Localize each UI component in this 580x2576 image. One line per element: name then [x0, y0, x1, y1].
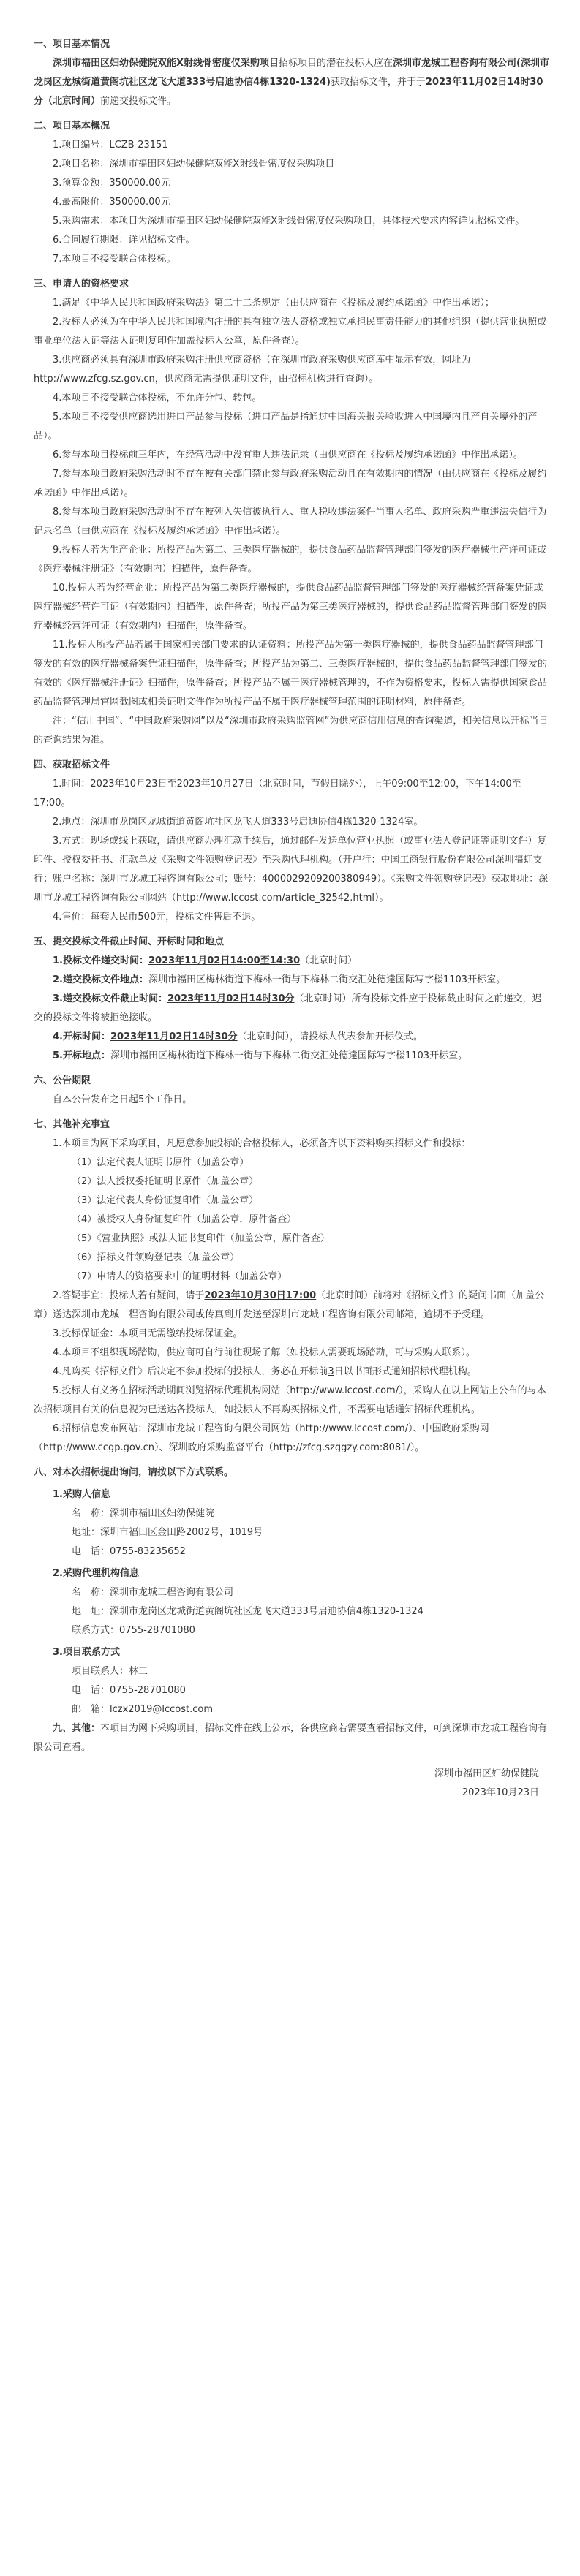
- qa-text-1: 2.答疑事宜：投标人若有疑问，请于: [53, 1290, 205, 1301]
- overview-item: 7.本项目不接受联合体投标。: [53, 254, 176, 265]
- agency-address-line: 地 址：深圳市龙岗区龙城街道黄阁坑社区龙飞大道333号启迪协信4栋1320-1324: [72, 1606, 423, 1617]
- submission-time-value: 2023年11月02日14:00至14:30: [148, 955, 301, 966]
- withdraw-days: 3: [328, 1366, 334, 1377]
- submission-place: [34, 971, 549, 990]
- section-title-contact: 八、对本次招标提出询问，请按以下方式联系。: [34, 1467, 234, 1478]
- obtain-item: 4.售价：每套人民币500元，投标文件售后不退。: [53, 912, 261, 923]
- other-info-paragraph: [34, 1719, 549, 1757]
- obtain-item: 2.地点：深圳市龙岗区龙城街道黄阁坑社区龙飞大道333号启迪协信4栋1320-1324室。: [53, 817, 423, 827]
- deadline-text: （北京时间）所有投标文件应于投标截止时间之前递交，迟交的投标文件将被拒绝接收。: [34, 993, 542, 1023]
- overview-item: 1.项目编号：LCZB-23151: [53, 140, 168, 151]
- qualification-item: 4.本项目不接受联合体投标，不允许分包、转包。: [53, 393, 262, 404]
- overview-item: 6.合同履行期限：详见招标文件。: [53, 235, 195, 246]
- submission-time-label: 1.投标文件递交时间：: [53, 955, 148, 966]
- qa-text-2: （北京时间）前将对《招标文件》的疑问书面（加盖公章）送达深圳市龙城工程咨询有限公司或传真到并发送至深圳市龙城工程咨询有限公司邮箱，逾期不予受理。: [34, 1290, 545, 1320]
- project-contact-email: 邮 箱：lczx2019@lccost.com: [72, 1704, 213, 1715]
- section-title-qualification: 三、申请人的资格要求: [34, 279, 129, 289]
- section-title-other: 七、其他补充事宜: [34, 1119, 110, 1130]
- section-title-obtain: 四、获取招标文件: [34, 759, 110, 770]
- section-title-submission: 五、提交投标文件截止时间、开标时间和地点: [34, 936, 225, 947]
- withdraw-text-2: 日以书面形式通知招标代理机构。: [334, 1366, 477, 1377]
- opening-place-label: 5.开标地点：: [53, 1050, 110, 1061]
- agency-contact: 联系方式：0755-28701080: [72, 1625, 195, 1636]
- obtain-item: 1.时间：2023年10月23日至2023年10月27日（北京时间，节假日除外），上午09:00至12:00，下午14:00至17:00。: [34, 779, 521, 808]
- opening-time-value: 2023年11月02日14时30分: [110, 1031, 238, 1042]
- deadline-value: 2023年11月02日14时30分: [167, 993, 295, 1004]
- submission-deadline: [34, 990, 549, 1028]
- deadline-time: 2023年11月02日14时30分（北京时间）: [34, 77, 543, 107]
- agency-address: 深圳市龙城工程咨询有限公司(深圳市龙岗区龙城街道黄阁坑社区龙飞大道333号启迪协信4栋1320-1324): [34, 58, 549, 88]
- deadline-label: 3.递交投标文件截止时间：: [53, 993, 167, 1004]
- publish-sites-paragraph: 6.招标信息发布网站：深圳市龙城工程咨询有限公司网站（http://www.lccost.com/）、中国政府采购网（http://www.ccgp.gov.cn）、深圳政府采购监督平台（http://zfcg.szggzy.com:8081/）。: [34, 1423, 489, 1453]
- qualification-item: 10.投标人若为经营企业：所投产品为第二类医疗器械的，提供食品药品监督管理部门签发的医疗器械经营备案凭证或医疗器械经营许可证（有效期内）扫描件，原件备查；所投产品为第三类医疗器械的，提供食品药品监督管理部门签发的医疗器械经营许可证（有效期内）扫描件，原件备查。: [34, 583, 548, 632]
- other-info-title: 九、其他：: [53, 1723, 101, 1734]
- project-contact-title: 3.项目联系方式: [53, 1647, 120, 1658]
- qualification-item: 2.投标人必须为在中华人民共和国境内注册的具有独立法人资格或独立承担民事责任能力的其他组织（提供营业执照或事业单位法人证等法人证明复印件加盖投标人公章，原件备查）。: [34, 317, 547, 346]
- opening-place-value: 深圳市福田区梅林街道下梅林一街与下梅林二街交汇处德達国际写字楼1103开标室。: [110, 1050, 468, 1061]
- purchaser-address: 地址：深圳市福田区金田路2002号，1019号: [72, 1527, 263, 1538]
- qualification-item: 8.参与本项目政府采购活动时不存在被列入失信被执行人、重大税收违法案件当事人名单、政府采购严重违法失信行为记录名单（由供应商在《投标及履约承诺函》中作出承诺）。: [34, 507, 547, 537]
- qualification-item: 6.参与本项目投标前三年内，在经营活动中没有重大违法记录（由供应商在《投标及履约承诺函》中作出承诺）。: [53, 450, 523, 461]
- intro-text-3: 前递交投标文件。: [100, 96, 177, 107]
- qa-paragraph: [34, 1287, 549, 1325]
- submission-place-value: 深圳市福田区梅林街道下梅林一街与下梅林二街交汇处德達国际写字楼1103开标室。: [148, 974, 506, 985]
- section-title-basic: 一、项目基本情况: [34, 39, 110, 50]
- agency-info-title: 2.采购代理机构信息: [53, 1568, 139, 1579]
- required-doc-item: （3）法定代表人身份证复印件（加盖公章）: [72, 1195, 259, 1206]
- overview-item: 2.项目名称：深圳市福田区妇幼保健院双能X射线骨密度仪采购项目: [53, 159, 335, 170]
- opening-place: [34, 1047, 549, 1066]
- required-doc-item: （6）招标文件领购登记表（加盖公章）: [72, 1252, 240, 1263]
- intro-paragraph: [34, 54, 549, 111]
- submission-time: [34, 952, 549, 971]
- obtain-item: 3.方式：现场或线上获取，请供应商办理汇款手续后，通过邮件发送单位营业执照（或事业法人登记证等证明文件）复印件、授权委托书、汇款单及《采购文件领购登记表》至采购代理机构。（开户行：中国工商银行股份有限公司深圳福虹支行；账户名称：深圳市龙城工程咨询有限公司；账号：4000029209200380949）。《采购文件领购登记表》获取地址：深圳市龙城工程咨询有限公司网站（http://www.lccost.com/article_32542.html）。: [34, 836, 549, 904]
- project-contact-person: 项目联系人：林工: [72, 1666, 148, 1677]
- required-doc-item: （5）《营业执照》或法人证书复印件（加盖公章，原件备查）: [72, 1233, 330, 1244]
- project-contact-phone: 电 话：0755-28701080: [72, 1685, 186, 1696]
- agency-name: 名 称：深圳市龙城工程咨询有限公司: [72, 1587, 234, 1598]
- qualification-item: 9.投标人若为生产企业：所投产品为第二、三类医疗器械的，提供食品药品监督管理部门签发的医疗器械生产许可证或《医疗器械注册证》（有效期内）扫描件，原件备查。: [34, 545, 547, 575]
- deposit-paragraph: 3.投标保证金：本项目无需缴纳投标保证金。: [53, 1328, 243, 1339]
- section-title-overview: 二、项目基本概况: [34, 121, 110, 132]
- other-info-text: 本项目为网下采购项目，招标文件在线上公示，各供应商若需要查看招标文件，可到深圳市龙城工程咨询有限公司查看。: [34, 1723, 548, 1753]
- required-doc-item: （2）法人授权委托证明书原件（加盖公章）: [72, 1176, 259, 1187]
- opening-time-label: 4.开标时间：: [53, 1031, 110, 1042]
- signature-org: 深圳市福田区妇幼保健院: [434, 1768, 539, 1779]
- site-visit-paragraph: 4.本项目不组织现场踏勘，供应商可自行前往现场了解（如投标人需要现场踏勘，可与采购人联系）。: [53, 1347, 475, 1358]
- qualification-item: 5.本项目不接受供应商选用进口产品参与投标（进口产品是指通过中国海关报关验收进入中国境内且产自关境外的产品）。: [34, 412, 538, 442]
- intro-text-2: 获取招标文件，并于于: [330, 77, 426, 88]
- opening-time: [34, 1028, 549, 1047]
- purchaser-info-title: 1.采购人信息: [53, 1489, 110, 1500]
- signature-date: 2023年10月23日: [462, 1787, 539, 1798]
- required-doc-item: （4）被授权人身份证复印件（加盖公章，原件备查）: [72, 1214, 297, 1225]
- purchaser-phone: 电 话：0755-83235652: [72, 1546, 186, 1557]
- qa-deadline: 2023年10月30日17:00: [204, 1290, 317, 1301]
- intro-text-1: 招标项目的潜在投标人应在: [279, 58, 393, 69]
- withdraw-text-1: 4.凡购买《招标文件》后决定不参加投标的投标人，务必在开标前: [53, 1366, 328, 1377]
- credit-note: 注：“信用中国”、“中国政府采购网”以及“深圳市政府采购监管网”为供应商信用信息的查询渠道，相关信息以开标当日的查询结果为准。: [34, 716, 549, 746]
- overview-item: 4.最高限价：350000.00元: [53, 197, 170, 208]
- required-doc-item: （7）申请人的资格要求中的证明材料（加盖公章）: [72, 1271, 287, 1282]
- period-text: 自本公告发布之日起5个工作日。: [53, 1094, 192, 1105]
- qualification-item: 3.供应商必须具有深圳市政府采购注册供应商资格（在深圳市政府采购供应商库中显示有效，网址为http://www.zfcg.sz.gov.cn，供应商无需提供证明文件，由招标机构进行查询）。: [34, 355, 471, 384]
- qualification-item: 1.满足《中华人民共和国政府采购法》第二十二条规定（由供应商在《投标及履约承诺函》中作出承诺）；: [53, 298, 494, 308]
- qualification-item: 11.投标人所投产品若属于国家相关部门要求的认证资料：所投产品为第一类医疗器械的，提供食品药品监督管理部门签发的有效的医疗器械备案凭证扫描件，原件备查；所投产品为第二、三类医疗器械的，提供食品药品监督管理部门签发的有效的《医疗器械注册证》扫描件，原件备查；所投产品不属于医疗器械管理的，不作为资格要求，投标人需提供国家食品药品监督管理局官网截图或相关证明文件作为所投产品不属于医疗器械管理范围的证明材料，原件备查。: [34, 640, 548, 708]
- submission-place-label: 2.递交投标文件地点：: [53, 974, 148, 985]
- withdraw-paragraph: [34, 1363, 549, 1382]
- overview-item: 5.采购需求：本项目为深圳市福田区妇幼保健院双能X射线骨密度仪采购项目，具体技术要求内容详见招标文件。: [53, 216, 525, 227]
- website-duty-paragraph: 5.投标人有义务在招标活动期间浏览招标代理机构网站（http://www.lccost.com/），采购人在以上网站上公布的与本次招标项目有关的信息视为已送达各投标人，如投标人不再购买招标文件，不需要电话通知招标代理机构。: [34, 1385, 546, 1415]
- purchaser-name: 名 称：深圳市福田区妇幼保健院: [72, 1508, 215, 1519]
- submission-time-tail: （北京时间）: [300, 955, 358, 966]
- overview-item: 3.预算金额：350000.00元: [53, 178, 170, 189]
- opening-time-text: （北京时间），请投标人代表参加开标仪式。: [237, 1031, 423, 1042]
- section-title-period: 六、公告期限: [34, 1075, 91, 1086]
- project-name-link: 深圳市福田区妇幼保健院双能X射线骨密度仪采购项目: [53, 58, 279, 69]
- other-paragraph: 1.本项目为网下采购项目，凡愿意参加投标的合格投标人，必须备齐以下资料购买招标文件和投标：: [53, 1138, 471, 1149]
- qualification-item: 7.参与本项目政府采购活动时不存在被有关部门禁止参与政府采购活动且在有效期内的情况（由供应商在《投标及履约承诺函》中作出承诺）。: [34, 469, 547, 499]
- required-doc-item: （1）法定代表人证明书原件（加盖公章）: [72, 1157, 249, 1168]
